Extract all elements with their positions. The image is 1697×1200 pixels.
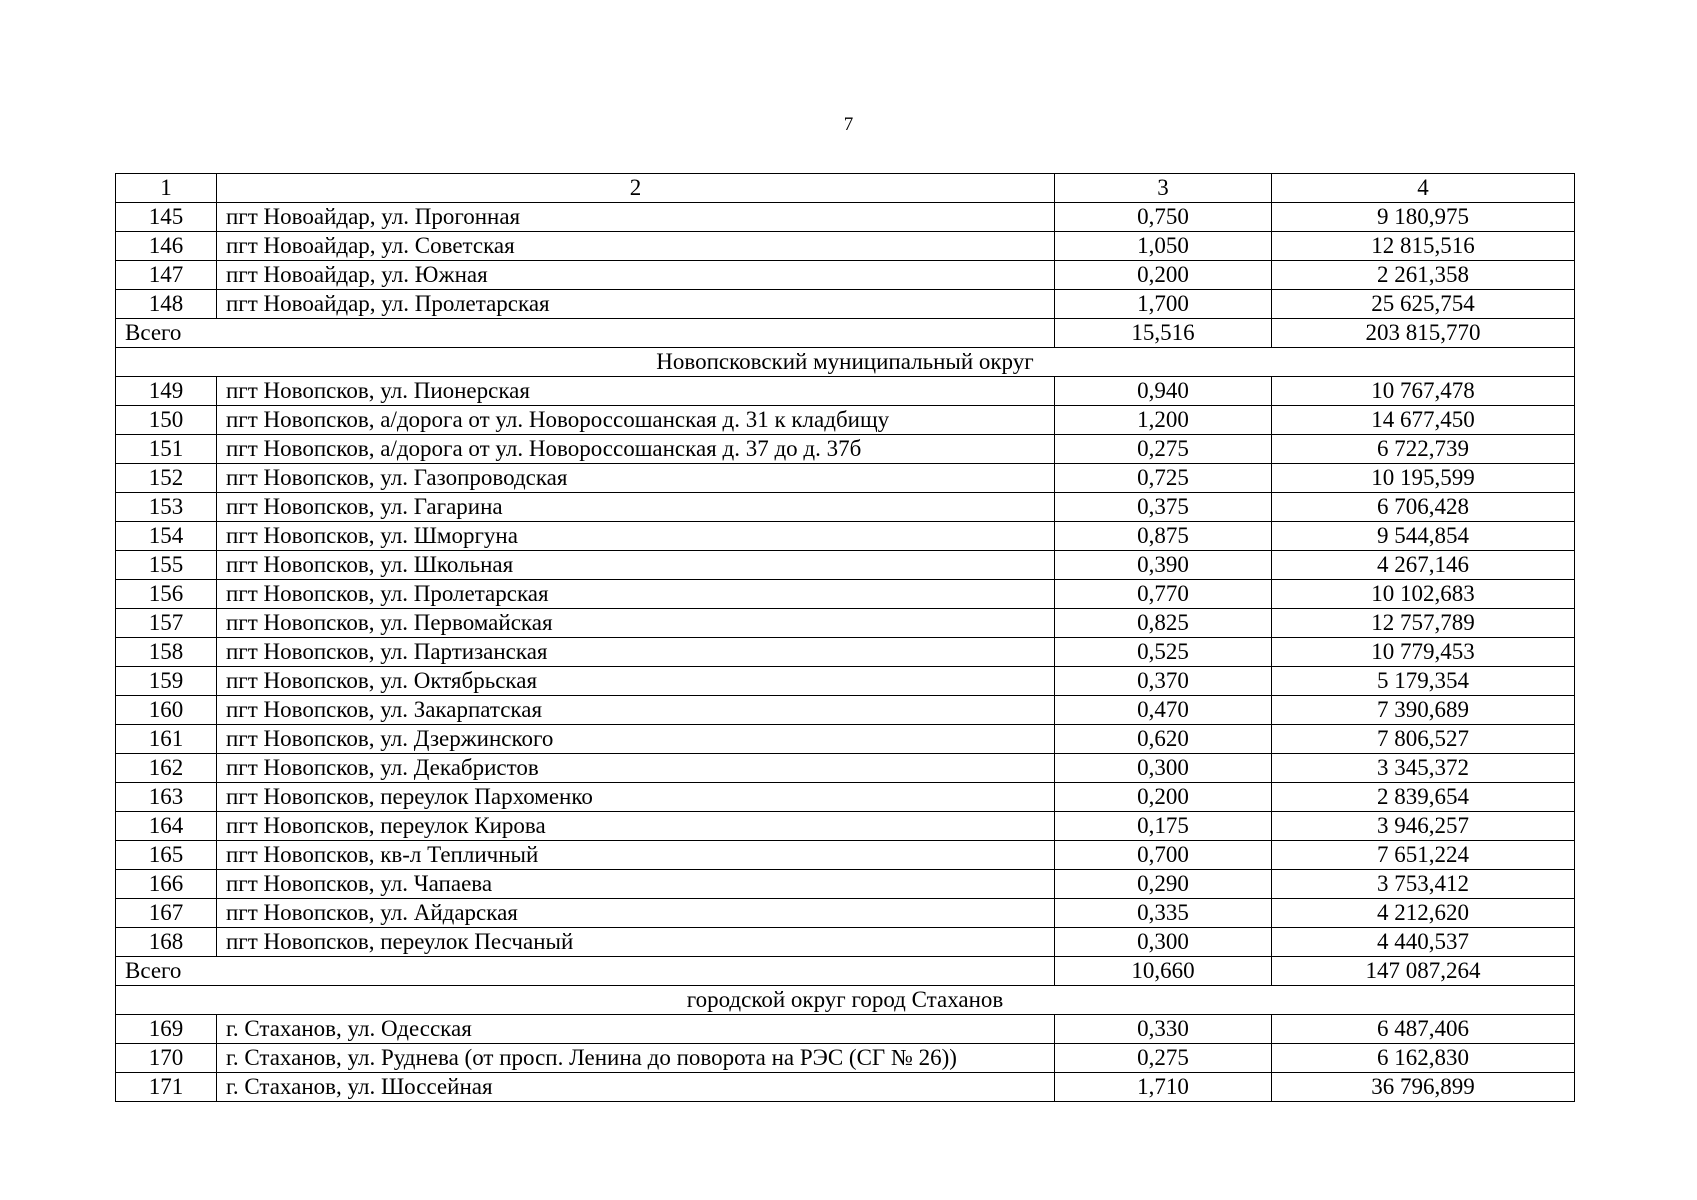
total-length: 15,516	[1055, 319, 1272, 348]
road-length: 0,375	[1055, 493, 1272, 522]
road-name: пгт Новопсков, переулок Пархоменко	[217, 783, 1055, 812]
table-row	[116, 1015, 1575, 1044]
table-row	[116, 754, 1575, 783]
road-length: 1,710	[1055, 1073, 1272, 1102]
row-number: 158	[116, 638, 217, 667]
row-number: 157	[116, 609, 217, 638]
table-row	[116, 609, 1575, 638]
row-number: 148	[116, 290, 217, 319]
table-row	[116, 928, 1575, 957]
road-name: пгт Новопсков, ул. Дзержинского	[217, 725, 1055, 754]
road-name: г. Стаханов, ул. Одесская	[217, 1015, 1055, 1044]
road-cost: 14 677,450	[1272, 406, 1575, 435]
table-row	[116, 493, 1575, 522]
road-length: 0,470	[1055, 696, 1272, 725]
road-name: пгт Новопсков, переулок Кирова	[217, 812, 1055, 841]
table-row	[116, 435, 1575, 464]
road-cost: 2 261,358	[1272, 261, 1575, 290]
table-row	[116, 1044, 1575, 1073]
row-number: 164	[116, 812, 217, 841]
road-cost: 36 796,899	[1272, 1073, 1575, 1102]
road-cost: 6 722,739	[1272, 435, 1575, 464]
table-row	[116, 667, 1575, 696]
road-cost: 9 180,975	[1272, 203, 1575, 232]
table-row	[116, 261, 1575, 290]
table-row	[116, 725, 1575, 754]
road-name: пгт Новопсков, ул. Пролетарская	[217, 580, 1055, 609]
road-cost: 25 625,754	[1272, 290, 1575, 319]
road-cost: 5 179,354	[1272, 667, 1575, 696]
row-number: 166	[116, 870, 217, 899]
road-name: пгт Новоайдар, ул. Прогонная	[217, 203, 1055, 232]
road-length: 0,390	[1055, 551, 1272, 580]
row-number: 146	[116, 232, 217, 261]
table-row	[116, 783, 1575, 812]
road-length: 0,725	[1055, 464, 1272, 493]
row-number: 149	[116, 377, 217, 406]
road-name: пгт Новопсков, переулок Песчаный	[217, 928, 1055, 957]
road-length: 0,200	[1055, 261, 1272, 290]
table-row	[116, 522, 1575, 551]
road-name: пгт Новопсков, ул. Октябрьская	[217, 667, 1055, 696]
road-name: пгт Новопсков, ул. Айдарская	[217, 899, 1055, 928]
row-number: 150	[116, 406, 217, 435]
road-cost: 6 706,428	[1272, 493, 1575, 522]
road-cost: 3 345,372	[1272, 754, 1575, 783]
row-number: 153	[116, 493, 217, 522]
total-cost: 203 815,770	[1272, 319, 1575, 348]
row-number: 145	[116, 203, 217, 232]
road-name: пгт Новопсков, ул. Шморгуна	[217, 522, 1055, 551]
total-label: Всего	[116, 957, 1055, 986]
road-length: 0,750	[1055, 203, 1272, 232]
road-name: пгт Новопсков, ул. Газопроводская	[217, 464, 1055, 493]
road-name: пгт Новопсков, ул. Гагарина	[217, 493, 1055, 522]
row-number: 151	[116, 435, 217, 464]
row-number: 161	[116, 725, 217, 754]
road-cost: 12 815,516	[1272, 232, 1575, 261]
road-cost: 3 946,257	[1272, 812, 1575, 841]
road-name: пгт Новопсков, ул. Партизанская	[217, 638, 1055, 667]
row-number: 168	[116, 928, 217, 957]
roads-table	[115, 173, 1575, 1102]
row-number: 170	[116, 1044, 217, 1073]
road-name: пгт Новопсков, ул. Пионерская	[217, 377, 1055, 406]
row-number: 169	[116, 1015, 217, 1044]
road-cost: 12 757,789	[1272, 609, 1575, 638]
page-number: 7	[843, 114, 854, 135]
road-length: 1,700	[1055, 290, 1272, 319]
road-length: 0,330	[1055, 1015, 1272, 1044]
table-row	[116, 812, 1575, 841]
row-number: 152	[116, 464, 217, 493]
road-length: 0,335	[1055, 899, 1272, 928]
total-length: 10,660	[1055, 957, 1272, 986]
road-length: 0,175	[1055, 812, 1272, 841]
row-number: 171	[116, 1073, 217, 1102]
road-name: пгт Новоайдар, ул. Советская	[217, 232, 1055, 261]
road-length: 1,200	[1055, 406, 1272, 435]
table-row	[116, 203, 1575, 232]
road-length: 0,940	[1055, 377, 1272, 406]
table-row	[116, 580, 1575, 609]
row-number: 154	[116, 522, 217, 551]
road-name: пгт Новопсков, а/дорога от ул. Новороссошанская д. 31 к кладбищу	[217, 406, 1055, 435]
road-cost: 6 162,830	[1272, 1044, 1575, 1073]
road-name: пгт Новоайдар, ул. Пролетарская	[217, 290, 1055, 319]
road-cost: 10 779,453	[1272, 638, 1575, 667]
road-name: пгт Новоайдар, ул. Южная	[217, 261, 1055, 290]
section-title: городской округ город Стаханов	[116, 986, 1575, 1015]
road-name: г. Стаханов, ул. Шоссейная	[217, 1073, 1055, 1102]
table-row	[116, 841, 1575, 870]
section-title: Новопсковский муниципальный округ	[116, 348, 1575, 377]
section-header-row	[116, 986, 1575, 1015]
road-name: пгт Новопсков, кв-л Тепличный	[217, 841, 1055, 870]
road-length: 0,275	[1055, 1044, 1272, 1073]
total-row	[116, 957, 1575, 986]
column-number-1: 1	[116, 174, 217, 203]
road-name: пгт Новопсков, ул. Закарпатская	[217, 696, 1055, 725]
road-cost: 10 102,683	[1272, 580, 1575, 609]
section-header-row	[116, 348, 1575, 377]
table-row	[116, 696, 1575, 725]
column-number-2: 2	[217, 174, 1055, 203]
row-number: 167	[116, 899, 217, 928]
road-cost: 9 544,854	[1272, 522, 1575, 551]
table-row	[116, 232, 1575, 261]
road-name: пгт Новопсков, ул. Школьная	[217, 551, 1055, 580]
table-row	[116, 464, 1575, 493]
road-length: 0,300	[1055, 928, 1272, 957]
road-name: г. Стаханов, ул. Руднева (от просп. Ленина до поворота на РЭС (СГ № 26))	[217, 1044, 1055, 1073]
column-number-4: 4	[1272, 174, 1575, 203]
road-length: 0,290	[1055, 870, 1272, 899]
row-number: 165	[116, 841, 217, 870]
total-cost: 147 087,264	[1272, 957, 1575, 986]
road-length: 0,825	[1055, 609, 1272, 638]
road-cost: 10 767,478	[1272, 377, 1575, 406]
road-length: 0,275	[1055, 435, 1272, 464]
road-cost: 10 195,599	[1272, 464, 1575, 493]
table-row	[116, 638, 1575, 667]
row-number: 159	[116, 667, 217, 696]
road-length: 0,370	[1055, 667, 1272, 696]
column-number-row	[116, 174, 1575, 203]
road-length: 0,875	[1055, 522, 1272, 551]
table-row	[116, 870, 1575, 899]
road-length: 0,200	[1055, 783, 1272, 812]
road-cost: 4 267,146	[1272, 551, 1575, 580]
road-length: 0,620	[1055, 725, 1272, 754]
road-name: пгт Новопсков, ул. Чапаева	[217, 870, 1055, 899]
table-row	[116, 377, 1575, 406]
road-name: пгт Новопсков, а/дорога от ул. Новороссошанская д. 37 до д. 37б	[217, 435, 1055, 464]
road-cost: 7 651,224	[1272, 841, 1575, 870]
row-number: 160	[116, 696, 217, 725]
row-number: 155	[116, 551, 217, 580]
total-row	[116, 319, 1575, 348]
road-cost: 7 806,527	[1272, 725, 1575, 754]
column-number-3: 3	[1055, 174, 1272, 203]
road-length: 0,300	[1055, 754, 1272, 783]
row-number: 163	[116, 783, 217, 812]
road-cost: 7 390,689	[1272, 696, 1575, 725]
road-cost: 6 487,406	[1272, 1015, 1575, 1044]
table-row	[116, 1073, 1575, 1102]
road-name: пгт Новопсков, ул. Декабристов	[217, 754, 1055, 783]
road-length: 0,770	[1055, 580, 1272, 609]
road-cost: 3 753,412	[1272, 870, 1575, 899]
road-cost: 4 440,537	[1272, 928, 1575, 957]
road-cost: 2 839,654	[1272, 783, 1575, 812]
table-row	[116, 406, 1575, 435]
table-row	[116, 290, 1575, 319]
road-length: 0,700	[1055, 841, 1272, 870]
row-number: 162	[116, 754, 217, 783]
table-row	[116, 551, 1575, 580]
total-label: Всего	[116, 319, 1055, 348]
road-length: 0,525	[1055, 638, 1272, 667]
row-number: 147	[116, 261, 217, 290]
row-number: 156	[116, 580, 217, 609]
road-name: пгт Новопсков, ул. Первомайская	[217, 609, 1055, 638]
table-row	[116, 899, 1575, 928]
road-cost: 4 212,620	[1272, 899, 1575, 928]
road-length: 1,050	[1055, 232, 1272, 261]
